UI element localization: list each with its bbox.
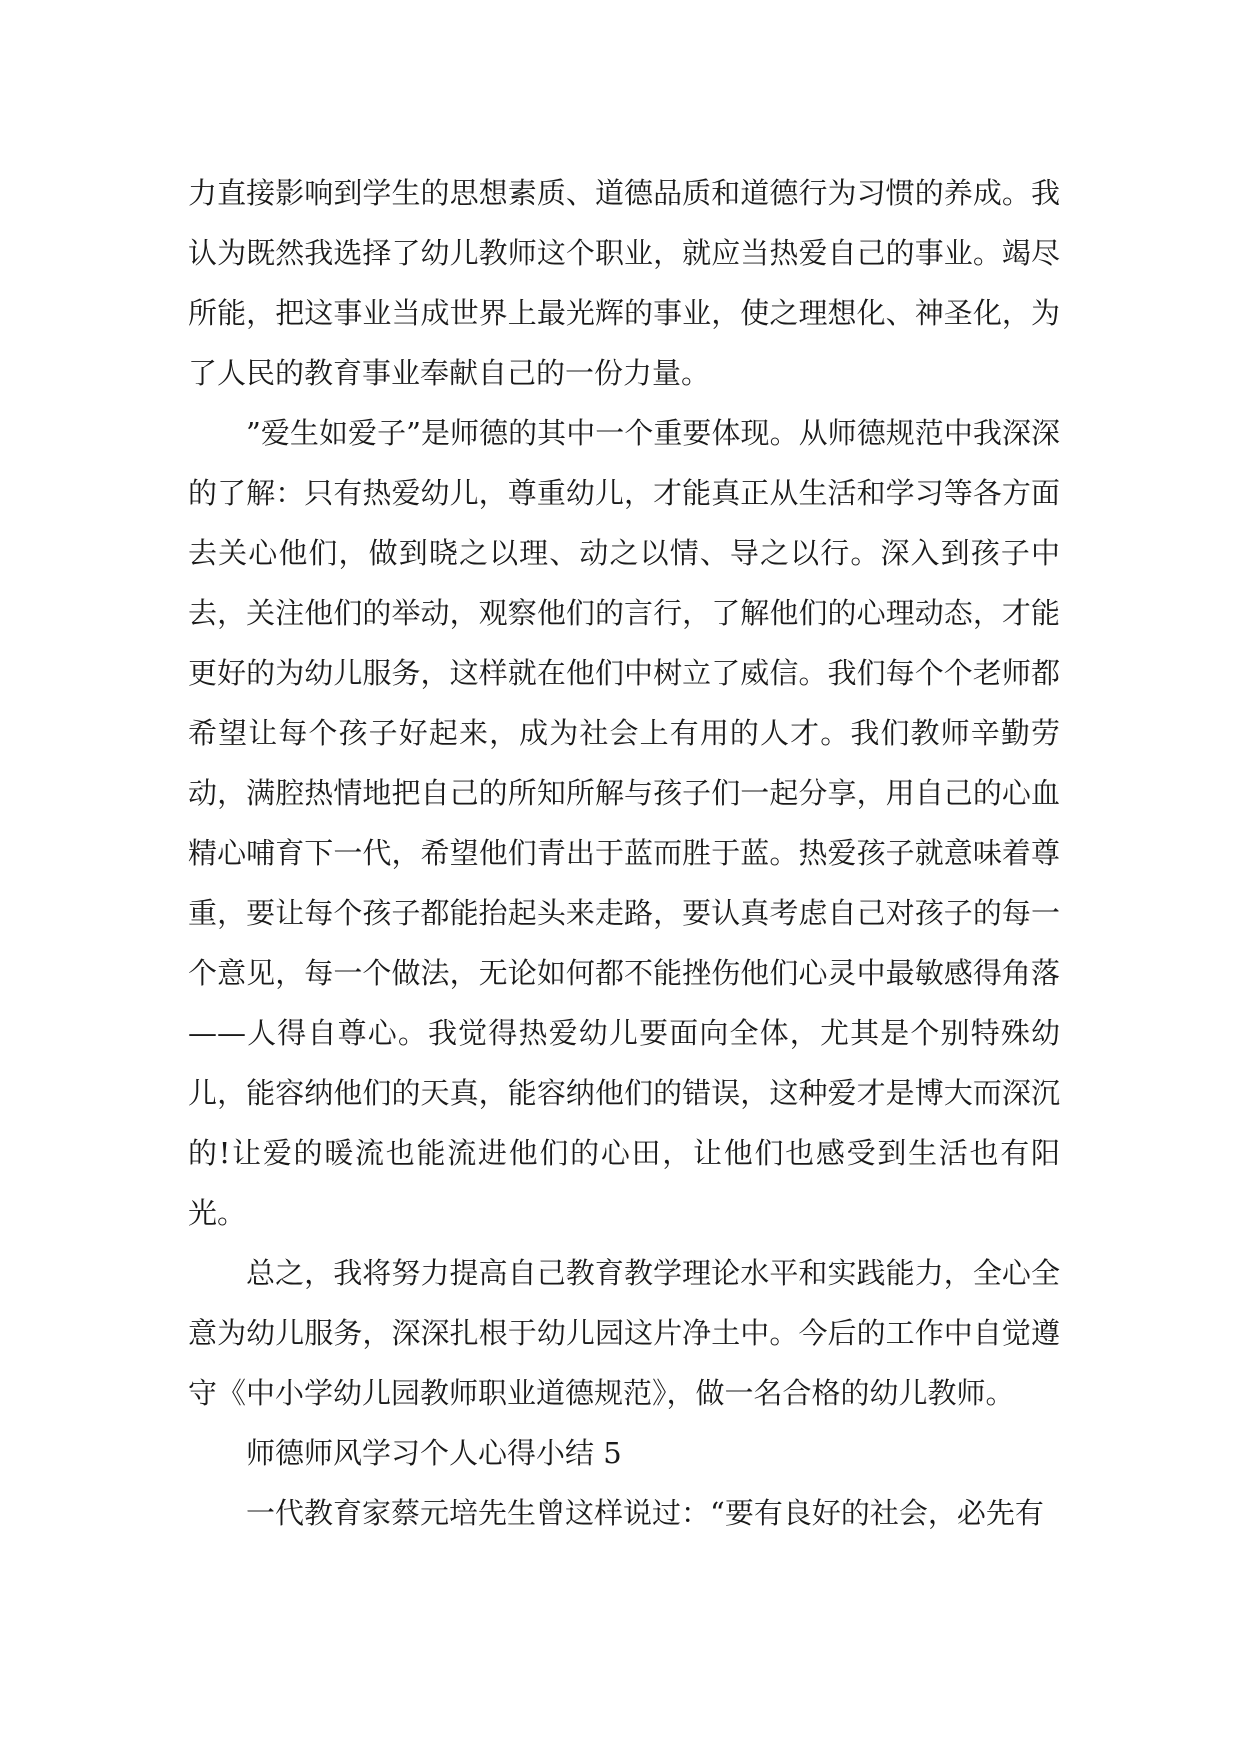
paragraph-continuation: 力直接影响到学生的思想素质、道德品质和道德行为习惯的养成。我认为既然我选择了幼儿教师这个职业，就应当热爱自己的事业。竭尽所能，把这事业当成世界上最光辉的事业，使之理想化、神圣化，为了人民的教育事业奉献自己的一份力量。 [188,176,1060,390]
section-heading: 师德师风学习个人心得小结 5 [246,1436,622,1470]
document-body [188,163,1060,1543]
paragraph-conclusion: 总之，我将努力提高自己教育教学理论水平和实践能力，全心全意为幼儿服务，深深扎根于幼儿园这片净土中。今后的工作中自觉遵守《中小学幼儿园教师职业道德规范》，做一名合格的幼儿教师。 [188,1256,1060,1410]
paragraph-cai-yuanpei: 一代教育家蔡元培先生曾这样说过：“要有良好的社会，必先有 [246,1496,1044,1530]
paragraph-love-students: ”爱生如爱子”是师德的其中一个重要体现。从师德规范中我深深的了解：只有热爱幼儿，尊重幼儿，才能真正从生活和学习等各方面去关心他们，做到晓之以理、动之以情、导之以行。深入到孩子中去，关注他们的举动，观察他们的言行，了解他们的心理动态，才能更好的为幼儿服务，这样就在他们中树立了威信。我们每个个老师都希望让每个孩子好起来，成为社会上有用的人才。我们教师辛勤劳动，满腔热情地把自己的所知所解与孩子们一起分享，用自己的心血精心哺育下一代，希望他们青出于蓝而胜于蓝。热爱孩子就意味着尊重，要让每个孩子都能抬起头来走路，要认真考虑自己对孩子的每一个意见，每一个做法，无论如何都不能挫伤他们心灵中最敏感得角落——人得自尊心。我觉得热爱幼儿要面向全体，尤其是个别特殊幼儿，能容纳他们的天真，能容纳他们的错误，这种爱才是博大而深沉的!让爱的暖流也能流进他们的心田，让他们也感受到生活也有阳光。 [188,416,1060,1230]
